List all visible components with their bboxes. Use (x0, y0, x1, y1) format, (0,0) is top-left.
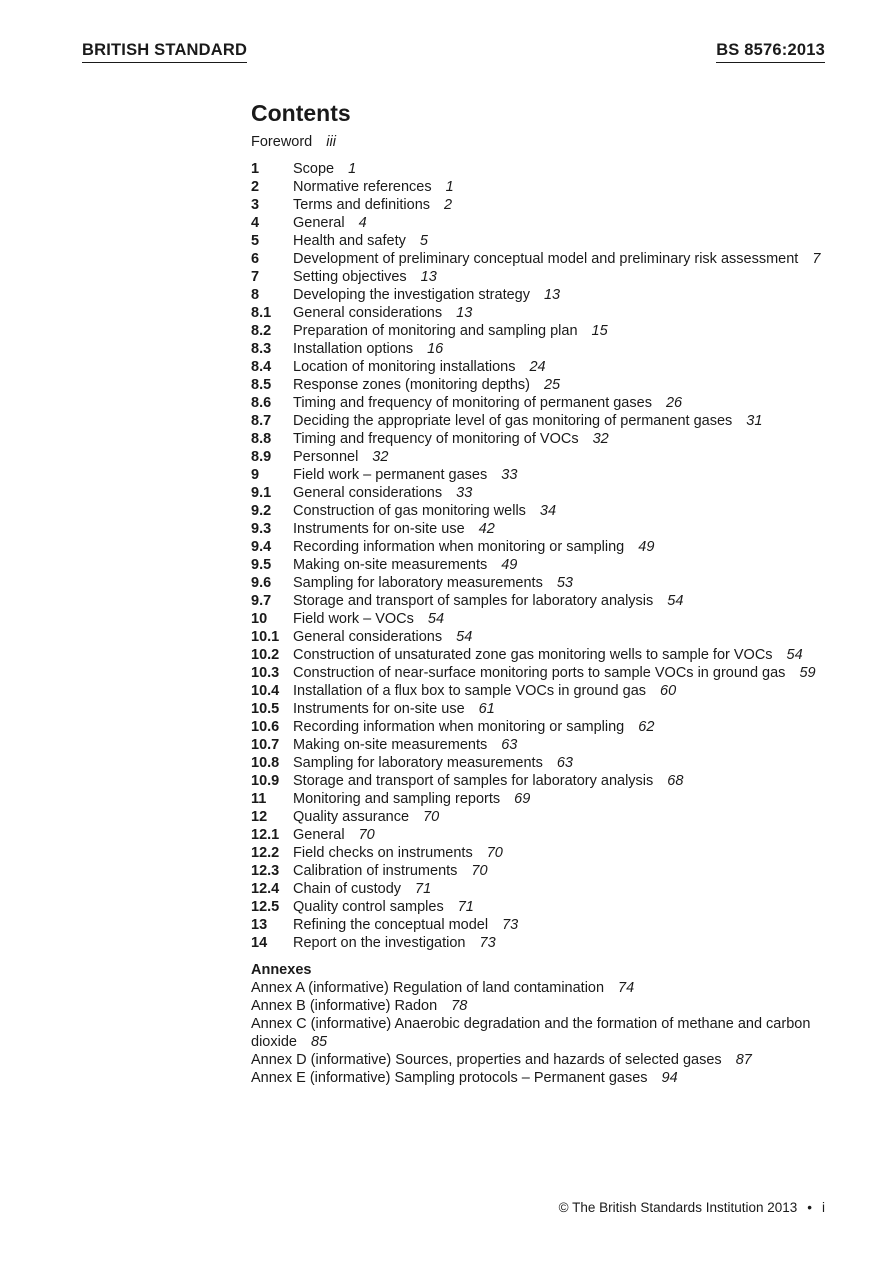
annex-entry-page: 78 (451, 998, 468, 1014)
toc-entry-title: Instruments for on-site use (293, 701, 465, 717)
toc-entry-title: Construction of near-surface monitoring ports to sample VOCs in ground gas (293, 665, 786, 681)
toc-entry-title: Recording information when monitoring or sampling (293, 719, 625, 735)
toc-entry-number: 7 (251, 269, 260, 285)
toc-entry-number: 2 (251, 179, 260, 195)
toc-entry-number: 8.2 (251, 323, 272, 339)
toc-entry-title: Instruments for on-site use (293, 521, 465, 537)
page-number: i (822, 1200, 825, 1215)
toc-entry (251, 394, 851, 412)
annexes-heading: Annexes (251, 962, 312, 978)
toc-entry-page: 2 (444, 197, 453, 213)
toc-entry (251, 430, 851, 448)
toc-entry-title-group (293, 214, 851, 232)
toc-entry (251, 520, 851, 538)
toc-entry-page: 26 (665, 395, 683, 411)
toc-entry (251, 376, 851, 394)
toc-entry-title: Monitoring and sampling reports (293, 791, 501, 807)
toc-entry-title: General considerations (293, 305, 443, 321)
toc-entry (251, 412, 851, 430)
toc-entry (251, 574, 851, 592)
toc-entry-title: Timing and frequency of monitoring of permanent gases (293, 395, 652, 411)
toc-entry (251, 538, 851, 556)
standard-number: BS 8576:2013 (716, 40, 825, 63)
toc-entry (251, 304, 851, 322)
toc-entry-page: 34 (539, 503, 557, 519)
toc-entry-number: 8.5 (251, 377, 272, 393)
foreword-label: Foreword (251, 134, 313, 150)
toc-entry-page: 70 (423, 809, 440, 825)
toc-entry (251, 844, 851, 862)
table-of-contents (251, 98, 851, 1087)
annex-entry (251, 997, 811, 1015)
toc-entry-page: 31 (746, 413, 763, 429)
toc-entry-page: 13 (456, 305, 473, 321)
toc-entry-title-group (293, 394, 851, 412)
toc-entry (251, 160, 851, 178)
annex-entry-page: 74 (618, 980, 635, 996)
toc-entry-title: Response zones (monitoring depths) (293, 377, 530, 393)
toc-entry-page: 5 (419, 233, 428, 249)
toc-entry-number: 10.8 (251, 755, 280, 771)
toc-entry (251, 232, 851, 250)
toc-entry-number: 12.5 (251, 899, 280, 915)
toc-entry-title-group (293, 682, 851, 700)
toc-entry-page: 13 (543, 287, 561, 303)
toc-entry-number: 8.6 (251, 395, 272, 411)
toc-entry-number: 10.3 (251, 665, 280, 681)
contents-title: Contents (251, 100, 351, 126)
toc-entry-number: 12.1 (251, 827, 280, 843)
toc-entry-title-group (293, 304, 851, 322)
toc-entry-title: Field checks on instruments (293, 845, 473, 861)
toc-entry-title-group (293, 772, 851, 790)
toc-entry-page: 42 (478, 521, 495, 537)
toc-entry-number: 9.1 (251, 485, 272, 501)
toc-entry-page: 49 (501, 557, 518, 573)
toc-entry (251, 502, 851, 520)
toc-entry-page: 1 (445, 179, 454, 195)
toc-entry-title-group (293, 232, 851, 250)
annex-entry-page: 85 (310, 1034, 328, 1050)
toc-entry-title-group (293, 286, 851, 304)
toc-entry-title: Setting objectives (293, 269, 407, 285)
toc-entry-title-group (293, 700, 851, 718)
toc-entry-title: General (293, 215, 345, 231)
toc-entry-title: Developing the investigation strategy (293, 287, 530, 303)
toc-entry-number: 9.6 (251, 575, 272, 591)
toc-entry-title-group (293, 916, 851, 934)
toc-entry-page: 49 (638, 539, 655, 555)
toc-entry (251, 862, 851, 880)
toc-entry-title-group (293, 322, 851, 340)
toc-entry-title-group (293, 646, 851, 664)
toc-entry (251, 772, 851, 790)
toc-entry-title: Chain of custody (293, 881, 402, 897)
document-type-label: BRITISH STANDARD (82, 40, 247, 63)
annex-entry-list (251, 979, 851, 1087)
toc-entry-title-group (293, 520, 851, 538)
toc-entry (251, 592, 851, 610)
toc-entry (251, 448, 851, 466)
toc-entry-title-group (293, 898, 851, 916)
toc-entry-number: 8.4 (251, 359, 272, 375)
toc-entry (251, 664, 851, 682)
toc-entry-title: Development of preliminary conceptual model and preliminary risk assessment (293, 251, 799, 267)
toc-entry-page: 59 (799, 665, 816, 681)
toc-entry-page: 71 (415, 881, 432, 897)
toc-entry-title: Refining the conceptual model (293, 917, 489, 933)
toc-entry-page: 54 (456, 629, 473, 645)
toc-entry-page: 73 (502, 917, 519, 933)
toc-entry-page: 7 (812, 251, 821, 267)
toc-entry-title: Calibration of instruments (293, 863, 458, 879)
toc-entry-title: General considerations (293, 485, 443, 501)
toc-entry-title: Construction of gas monitoring wells (293, 503, 526, 519)
toc-entry-title: Quality assurance (293, 809, 410, 825)
toc-entry-title: Sampling for laboratory measurements (293, 755, 543, 771)
toc-entry-number: 10.4 (251, 683, 280, 699)
toc-entry-page: 4 (358, 215, 367, 231)
toc-entry (251, 340, 851, 358)
toc-entry-title: Timing and frequency of monitoring of VOCs (293, 431, 579, 447)
toc-entry-number: 9.7 (251, 593, 272, 609)
toc-entry-page: 69 (514, 791, 531, 807)
toc-entry-page: 70 (471, 863, 488, 879)
toc-entry-number: 4 (251, 215, 260, 231)
annex-entry (251, 1015, 811, 1051)
toc-entry-number: 8.9 (251, 449, 272, 465)
toc-entry-title: General (293, 827, 345, 843)
foreword-entry (251, 133, 851, 151)
toc-entry (251, 790, 851, 808)
annex-entry (251, 1069, 811, 1087)
toc-entry-page: 53 (556, 575, 573, 591)
toc-entry-title-group (293, 250, 851, 268)
toc-entry (251, 250, 851, 268)
toc-entry-title: Field work – VOCs (293, 611, 414, 627)
toc-entry (251, 682, 851, 700)
toc-entry (251, 178, 851, 196)
toc-entry (251, 214, 851, 232)
annex-entry-page: 94 (661, 1070, 678, 1086)
toc-entry (251, 358, 851, 376)
toc-entry-title: Location of monitoring installations (293, 359, 516, 375)
toc-entry-title: Preparation of monitoring and sampling plan (293, 323, 578, 339)
toc-entry-title-group (293, 574, 851, 592)
toc-entry (251, 934, 851, 952)
toc-entry (251, 808, 851, 826)
toc-entry (251, 718, 851, 736)
toc-entry-page: 32 (592, 431, 609, 447)
toc-entry-number: 10 (251, 611, 268, 627)
toc-entry-number: 12 (251, 809, 268, 825)
toc-entry-number: 3 (251, 197, 260, 213)
toc-entry-number: 6 (251, 251, 260, 267)
toc-entry-title: Sampling for laboratory measurements (293, 575, 543, 591)
toc-entry-title-group (293, 628, 851, 646)
toc-entry-title-group (293, 358, 851, 376)
toc-entry-title-group (293, 754, 851, 772)
toc-entry-title-group (293, 412, 851, 430)
toc-entry-number: 10.6 (251, 719, 280, 735)
toc-entry-title: Quality control samples (293, 899, 444, 915)
toc-entry-title: Installation options (293, 341, 414, 357)
toc-entry (251, 268, 851, 286)
toc-entry (251, 628, 851, 646)
toc-entry-title: Construction of unsaturated zone gas monitoring wells to sample for VOCs (293, 647, 773, 663)
toc-entry-number: 8.3 (251, 341, 272, 357)
foreword-page: iii (326, 134, 336, 150)
toc-entry-number: 10.2 (251, 647, 280, 663)
toc-entry-title-group (293, 178, 851, 196)
toc-entry-page: 15 (591, 323, 608, 339)
toc-entry-title-group (293, 592, 851, 610)
toc-entry-title-group (293, 448, 851, 466)
toc-entry-page: 68 (667, 773, 684, 789)
toc-entry (251, 286, 851, 304)
annex-entry-title: Annex E (informative) Sampling protocols – Permanent gases (251, 1070, 648, 1086)
toc-entry-list (251, 160, 851, 952)
copyright-notice: © The British Standards Institution 2013 (558, 1200, 798, 1215)
toc-entry (251, 196, 851, 214)
toc-entry-page: 24 (529, 359, 546, 375)
toc-entry-number: 9.4 (251, 539, 272, 555)
toc-entry-page: 71 (457, 899, 474, 915)
toc-entry-number: 10.1 (251, 629, 280, 645)
toc-entry (251, 646, 851, 664)
toc-entry-title-group (293, 790, 851, 808)
toc-entry-number: 10.5 (251, 701, 280, 717)
toc-entry-number: 12.3 (251, 863, 280, 879)
toc-entry-title: Installation of a flux box to sample VOCs in ground gas (293, 683, 647, 699)
toc-entry (251, 556, 851, 574)
toc-entry-title: General considerations (293, 629, 443, 645)
toc-entry (251, 466, 851, 484)
toc-entry-page: 62 (638, 719, 655, 735)
toc-entry-page: 61 (478, 701, 495, 717)
toc-entry-number: 14 (251, 935, 268, 951)
toc-entry-title-group (293, 430, 851, 448)
toc-entry-title: Making on-site measurements (293, 557, 488, 573)
toc-entry-page: 73 (479, 935, 496, 951)
toc-entry-page: 63 (501, 737, 518, 753)
toc-entry-title-group (293, 610, 851, 628)
toc-entry-number: 9.3 (251, 521, 272, 537)
toc-entry-page: 25 (543, 377, 561, 393)
toc-entry (251, 322, 851, 340)
toc-entry (251, 880, 851, 898)
toc-entry-number: 10.7 (251, 737, 280, 753)
page-footer (559, 1199, 825, 1217)
annex-entry-title: Annex A (informative) Regulation of land contamination (251, 980, 605, 996)
toc-entry-number: 10.9 (251, 773, 280, 789)
toc-entry-title-group (293, 556, 851, 574)
toc-entry-number: 8.8 (251, 431, 272, 447)
toc-entry-title: Field work – permanent gases (293, 467, 488, 483)
toc-entry-title-group (293, 502, 851, 520)
toc-entry-number: 8.1 (251, 305, 272, 321)
toc-entry (251, 826, 851, 844)
toc-entry-title-group (293, 862, 851, 880)
toc-entry-number: 9.2 (251, 503, 272, 519)
toc-entry-title: Personnel (293, 449, 359, 465)
toc-entry-number: 9.5 (251, 557, 272, 573)
toc-entry-page: 70 (486, 845, 503, 861)
toc-entry-page: 54 (786, 647, 803, 663)
toc-entry-title: Storage and transport of samples for laboratory analysis (293, 593, 654, 609)
toc-entry-title-group (293, 340, 851, 358)
toc-entry-title-group (293, 718, 851, 736)
toc-entry-title-group (293, 880, 851, 898)
toc-entry-title-group (293, 664, 851, 682)
toc-entry-number: 1 (251, 161, 260, 177)
toc-entry-title-group (293, 484, 851, 502)
toc-entry-title: Deciding the appropriate level of gas monitoring of permanent gases (293, 413, 733, 429)
annex-entry-title: Annex C (informative) Anaerobic degradation and the formation of methane and carbon dioxide (251, 1016, 811, 1050)
toc-entry-title-group (293, 160, 851, 178)
annex-entry (251, 979, 811, 997)
toc-entry-number: 12.2 (251, 845, 280, 861)
toc-entry-title: Recording information when monitoring or sampling (293, 539, 625, 555)
toc-entry-title-group (293, 466, 851, 484)
toc-entry-number: 13 (251, 917, 268, 933)
toc-entry-number: 11 (251, 791, 267, 807)
toc-entry-title-group (293, 934, 851, 952)
toc-entry-number: 8 (251, 287, 260, 303)
toc-entry-page: 33 (501, 467, 518, 483)
toc-entry-title: Storage and transport of samples for laboratory analysis (293, 773, 654, 789)
toc-entry-page: 54 (667, 593, 684, 609)
toc-entry-page: 63 (556, 755, 573, 771)
toc-entry-title: Making on-site measurements (293, 737, 488, 753)
toc-entry-title-group (293, 808, 851, 826)
toc-entry-page: 54 (427, 611, 445, 627)
toc-entry-title: Report on the investigation (293, 935, 466, 951)
toc-entry-title: Normative references (293, 179, 432, 195)
toc-entry-number: 8.7 (251, 413, 272, 429)
toc-entry-title: Health and safety (293, 233, 406, 249)
toc-entry-page: 33 (456, 485, 473, 501)
toc-entry (251, 754, 851, 772)
annex-entry-title: Annex D (informative) Sources, properties and hazards of selected gases (251, 1052, 722, 1068)
toc-entry-page: 13 (420, 269, 437, 285)
toc-entry-page: 1 (348, 161, 357, 177)
toc-entry-title: Scope (293, 161, 335, 177)
toc-entry-page: 16 (427, 341, 444, 357)
toc-entry-page: 60 (660, 683, 677, 699)
toc-entry-number: 9 (251, 467, 260, 483)
toc-entry-page: 70 (358, 827, 375, 843)
annex-entry-title: Annex B (informative) Radon (251, 998, 438, 1014)
toc-entry-title-group (293, 538, 851, 556)
toc-entry (251, 916, 851, 934)
toc-entry (251, 700, 851, 718)
toc-entry-title-group (293, 844, 851, 862)
annex-entry-page: 87 (735, 1052, 752, 1068)
toc-entry (251, 736, 851, 754)
toc-entry-number: 12.4 (251, 881, 280, 897)
toc-entry-page: 32 (372, 449, 389, 465)
toc-entry-title-group (293, 826, 851, 844)
toc-entry (251, 484, 851, 502)
annex-entry (251, 1051, 811, 1069)
toc-entry-number: 5 (251, 233, 260, 249)
toc-entry-title: Terms and definitions (293, 197, 431, 213)
toc-entry-title-group (293, 196, 851, 214)
toc-entry-title-group (293, 736, 851, 754)
footer-separator: • (807, 1200, 812, 1215)
toc-entry-title-group (293, 376, 851, 394)
toc-entry (251, 610, 851, 628)
toc-entry-title-group (293, 268, 851, 286)
toc-entry (251, 898, 851, 916)
